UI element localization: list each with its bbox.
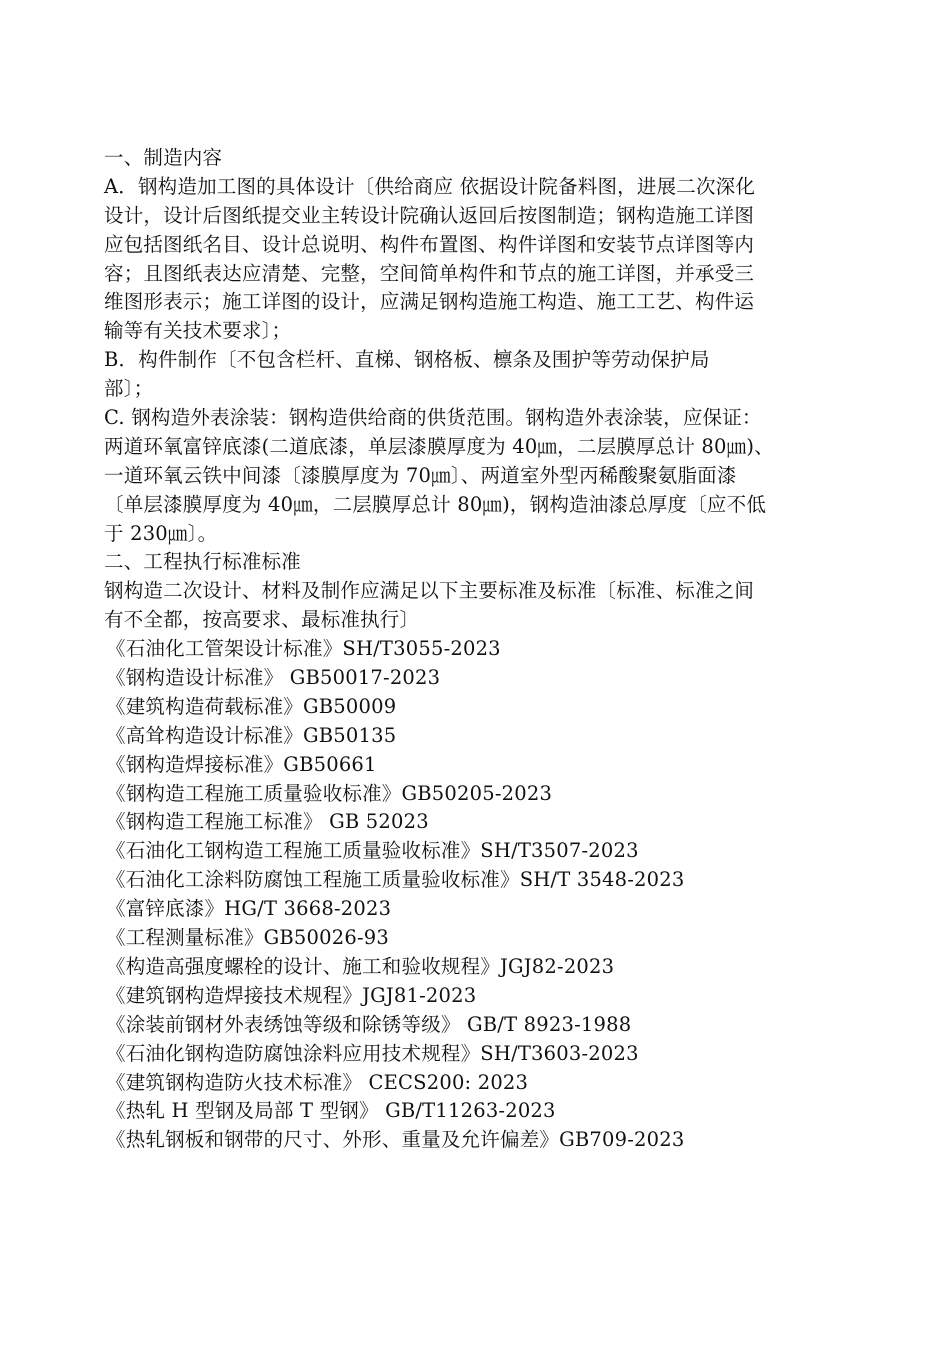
section-heading: 一、制造内容 bbox=[104, 146, 223, 169]
standard-item: 《热轧钢板和钢带的尺寸、外形、重量及允许偏差》GB709-2023 bbox=[106, 1128, 685, 1152]
paragraph-line: 有不全都，按高要求、最标准执行〕 bbox=[104, 608, 420, 632]
standard-item: 《钢构造焊接标准》GB50661 bbox=[106, 752, 377, 776]
standard-item: 《建筑构造荷载标准》GB50009 bbox=[106, 694, 397, 718]
standard-item: 《富锌底漆》HG/T 3668-2023 bbox=[106, 897, 392, 921]
standard-item: 《建筑钢构造焊接技术规程》JGJ81-2023 bbox=[106, 983, 477, 1007]
paragraph-line: 〔单层漆膜厚度为 40㎛，二层膜厚总计 80㎛)，钢构造油漆总厚度〔应不低 bbox=[104, 492, 767, 516]
section-heading: 二、工程执行标准标准 bbox=[104, 550, 302, 574]
standard-item: 《石油化工涂料防腐蚀工程施工质量验收标准》SH/T 3548-2023 bbox=[106, 868, 685, 892]
standard-item: 《建筑钢构造防火技术标准》 CECS200: 2023 bbox=[106, 1070, 529, 1094]
standard-item: 《钢构造工程施工质量验收标准》GB50205-2023 bbox=[106, 781, 553, 805]
paragraph-line: 钢构造二次设计、材料及制作应满足以下主要标准及标准〔标准、标准之间 bbox=[104, 579, 755, 603]
standard-item: 《涂装前钢材外表绣蚀等级和除锈等级》 GB/T 8923-1988 bbox=[106, 1012, 632, 1036]
paragraph-line: 两道环氧富锌底漆(二道底漆，单层漆膜厚度为 40㎛，二层膜厚总计 80㎛)、 bbox=[104, 434, 774, 458]
standard-item: 《石油化钢构造防腐蚀涂料应用技术规程》SH/T3603-2023 bbox=[106, 1041, 639, 1065]
document-body bbox=[104, 144, 844, 1155]
standard-item: 《钢构造工程施工标准》 GB 52023 bbox=[106, 810, 429, 834]
paragraph-line: 输等有关技术要求〕； bbox=[104, 319, 292, 343]
standard-item: 《热轧 H 型钢及局部 T 型钢》 GB/T11263-2023 bbox=[106, 1099, 556, 1123]
paragraph-line: 一道环氧云铁中间漆〔漆膜厚度为 70㎛〕、两道室外型丙稀酸聚氨脂面漆 bbox=[104, 463, 737, 487]
paragraph-line: C. 钢构造外表涂装：钢构造供给商的供货范围。钢构造外表涂装，应保证： bbox=[104, 406, 762, 430]
paragraph-line: 部〕； bbox=[104, 377, 154, 401]
paragraph-line: B．构件制作〔不包含栏杆、直梯、钢格板、檩条及围护等劳动保护局 bbox=[104, 348, 710, 372]
standard-item: 《石油化工钢构造工程施工质量验收标准》SH/T3507-2023 bbox=[106, 839, 639, 863]
paragraph-line: A．钢构造加工图的具体设计〔供给商应 依据设计院备料图，进展二次深化 bbox=[104, 174, 756, 198]
standard-item: 《石油化工管架设计标准》SH/T3055-2023 bbox=[106, 637, 501, 661]
standard-item: 《工程测量标准》GB50026-93 bbox=[106, 926, 389, 950]
paragraph-line: 于 230㎛〕。 bbox=[104, 521, 218, 545]
paragraph-line: 容；且图纸表达应清楚、完整，空间简单构件和节点的施工详图，并承受三 bbox=[104, 261, 755, 285]
standard-item: 《钢构造设计标准》 GB50017-2023 bbox=[106, 666, 441, 690]
paragraph-line: 设计，设计后图纸提交业主转设计院确认返回后按图制造；钢构造施工详图 bbox=[104, 203, 755, 227]
standard-item: 《构造高强度螺栓的设计、施工和验收规程》JGJ82-2023 bbox=[106, 954, 615, 978]
paragraph-line: 应包括图纸名目、设计总说明、构件布置图、构件详图和安装节点详图等内 bbox=[104, 232, 755, 256]
standard-item: 《高耸构造设计标准》GB50135 bbox=[106, 723, 397, 747]
paragraph-line: 维图形表示；施工详图的设计，应满足钢构造施工构造、施工工艺、构件运 bbox=[104, 290, 755, 314]
